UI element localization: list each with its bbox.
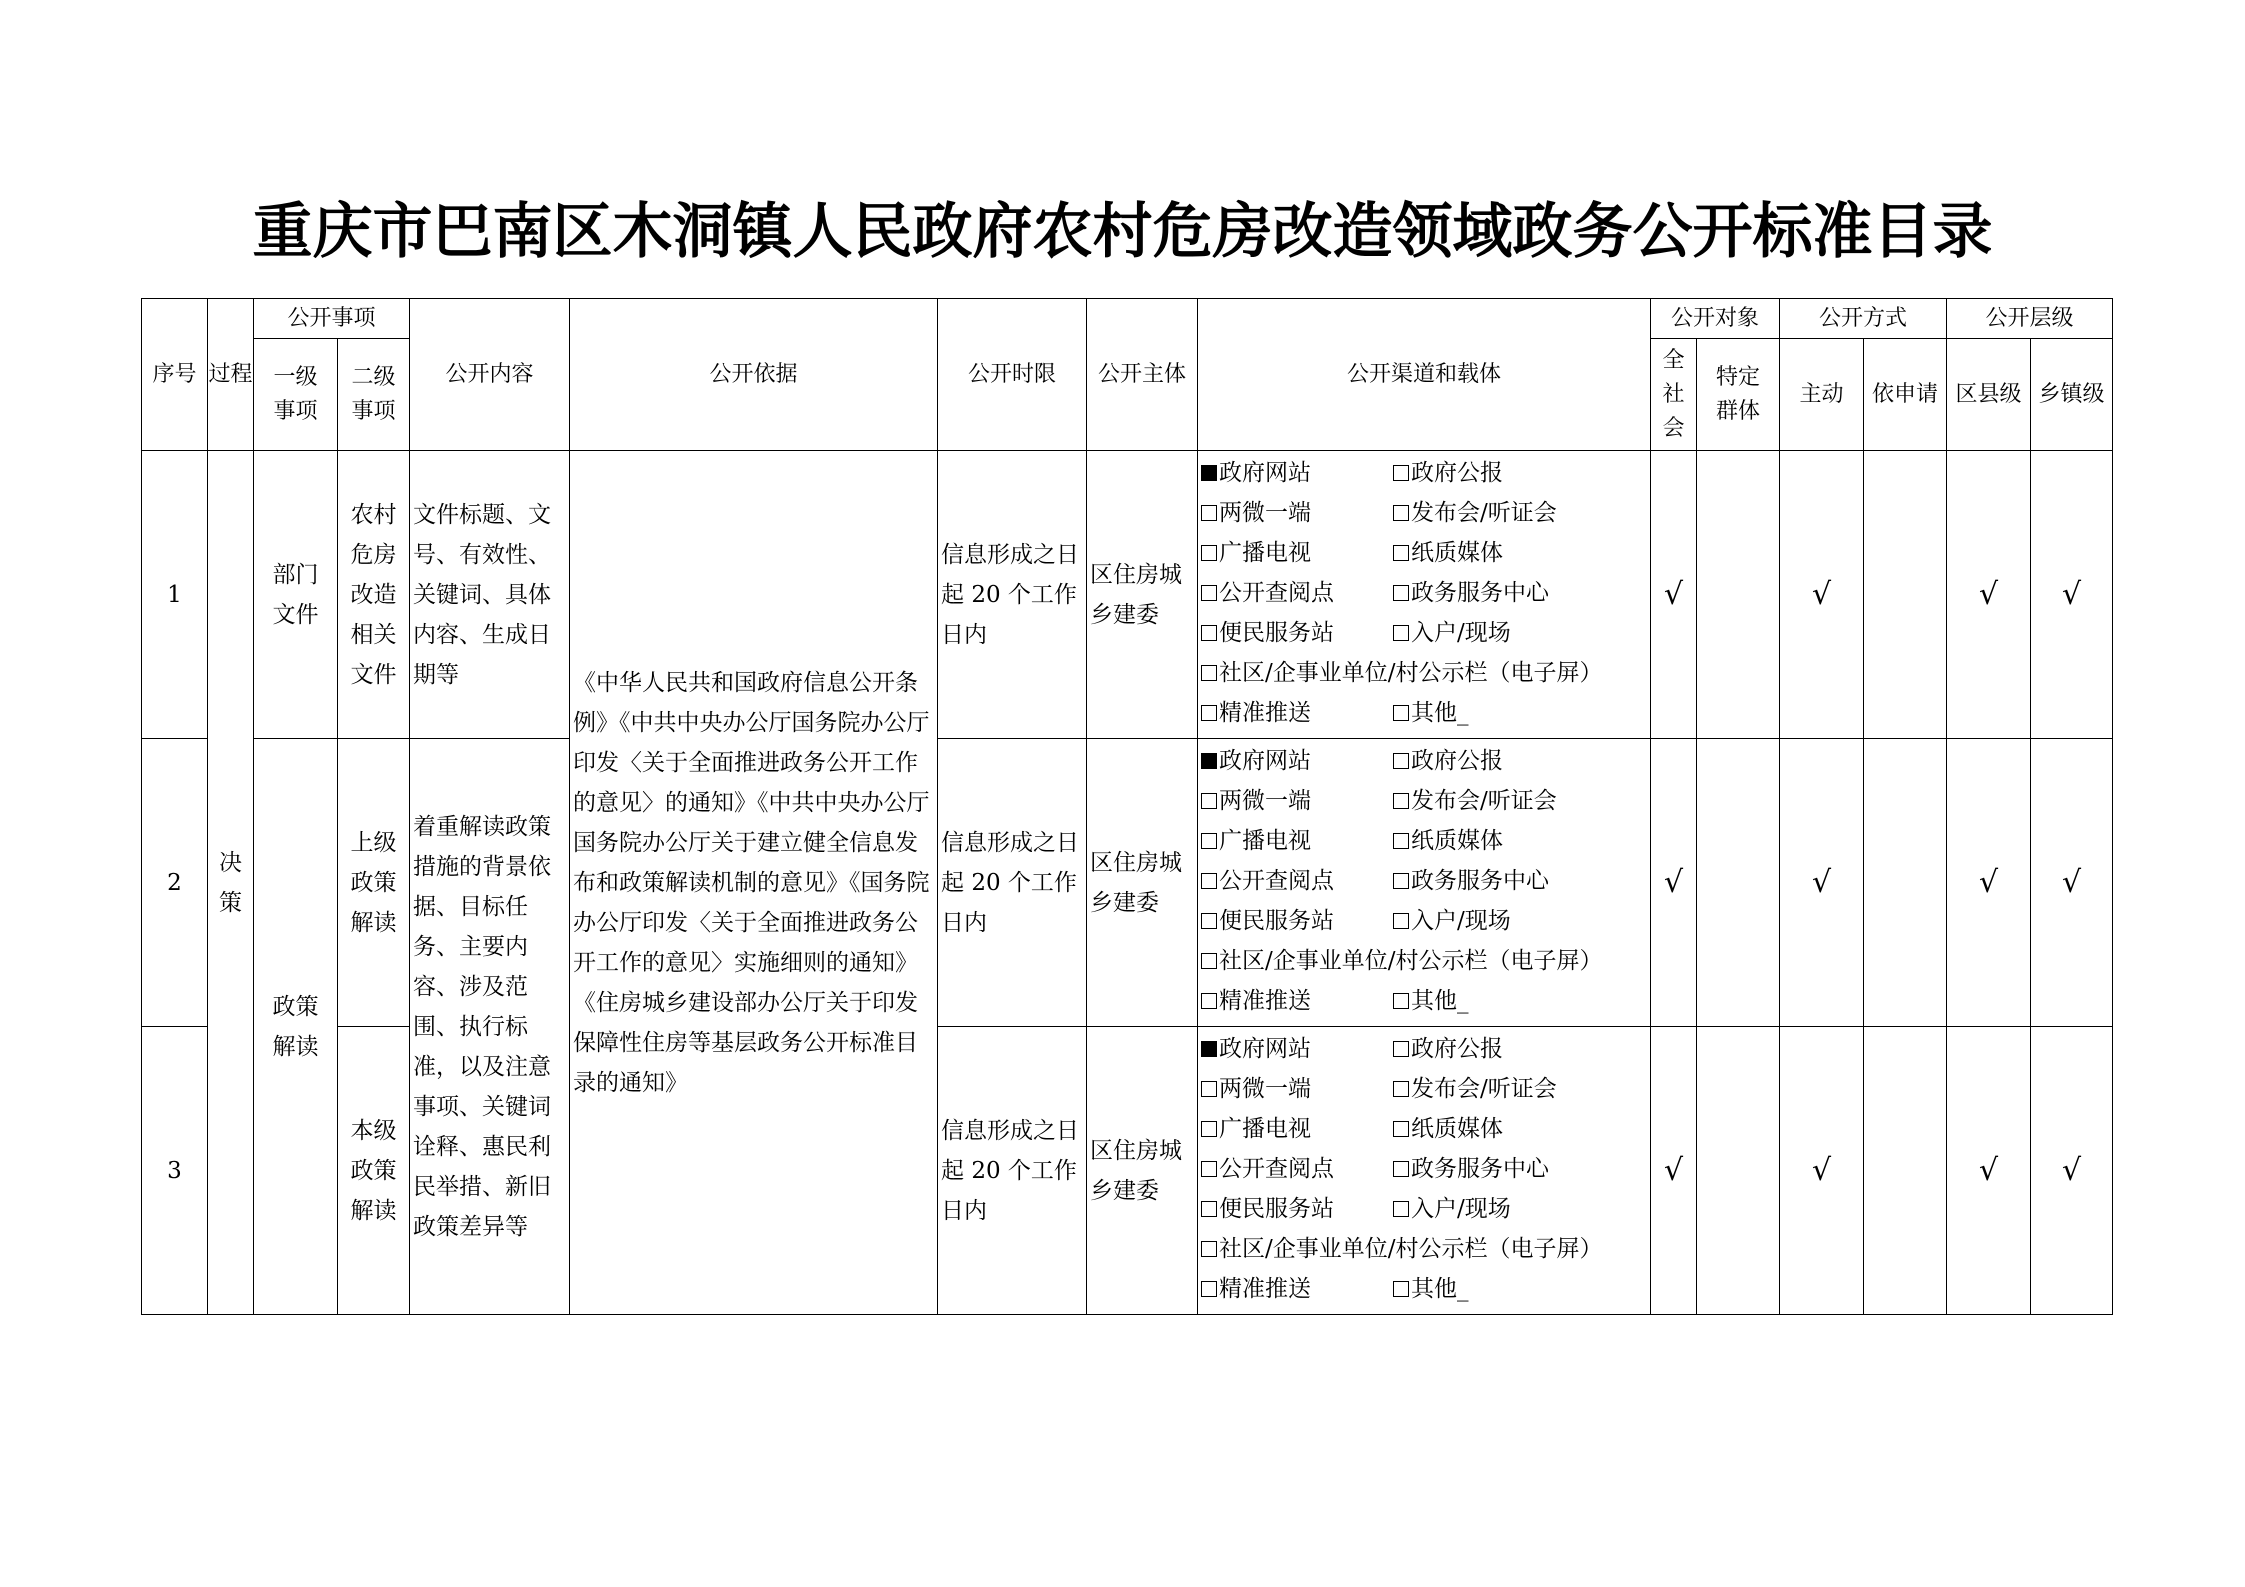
row-mode-active: √ bbox=[1780, 739, 1864, 1027]
channel-line bbox=[1201, 1229, 1650, 1269]
channel-line bbox=[1201, 533, 1650, 573]
checkbox-icon bbox=[1393, 993, 1409, 1009]
channel-line bbox=[1201, 453, 1650, 493]
channel-line bbox=[1201, 693, 1650, 733]
checkbox-icon bbox=[1393, 1121, 1409, 1137]
header-level-county: 区县级 bbox=[1947, 339, 2031, 451]
channel-option-precise bbox=[1201, 981, 1393, 1021]
channel-label: 其他_ bbox=[1411, 1276, 1469, 1302]
checkbox-icon bbox=[1393, 705, 1409, 721]
channel-option-paper bbox=[1393, 533, 1503, 573]
header-process: 过程 bbox=[208, 299, 254, 451]
channel-option-broadcast bbox=[1201, 533, 1393, 573]
header-channel: 公开渠道和载体 bbox=[1198, 299, 1651, 451]
checkbox-icon bbox=[1201, 625, 1217, 641]
row-level-county: √ bbox=[1947, 1027, 2031, 1315]
channel-label: 广播电视 bbox=[1219, 828, 1312, 854]
channel-option-broadcast bbox=[1201, 1109, 1393, 1149]
channel-option-press bbox=[1393, 493, 1557, 533]
checkbox-icon bbox=[1393, 833, 1409, 849]
checkbox-icon bbox=[1201, 753, 1217, 769]
checkbox-icon bbox=[1393, 465, 1409, 481]
channel-label: 纸质媒体 bbox=[1411, 540, 1504, 566]
row-mode-apply bbox=[1864, 739, 1947, 1027]
header-level1: 一级事项 bbox=[254, 339, 338, 451]
row-target-all: √ bbox=[1651, 739, 1697, 1027]
channel-label: 发布会/听证会 bbox=[1411, 500, 1557, 526]
row-subject: 区住房城乡建委 bbox=[1087, 739, 1198, 1027]
header-basis: 公开依据 bbox=[570, 299, 938, 451]
row-target-specific bbox=[1697, 739, 1780, 1027]
checkbox-icon bbox=[1201, 705, 1217, 721]
channel-option-other bbox=[1393, 1269, 1469, 1309]
row-timelimit: 信息形成之日起 20 个工作日内 bbox=[938, 739, 1087, 1027]
header-content: 公开内容 bbox=[410, 299, 570, 451]
row-level1: 部门文件 bbox=[254, 451, 338, 739]
header-mode-group: 公开方式 bbox=[1780, 299, 1947, 339]
checkbox-icon bbox=[1201, 505, 1217, 521]
channel-option-service-center bbox=[1393, 1149, 1549, 1189]
checkbox-icon bbox=[1393, 1081, 1409, 1097]
checkbox-icon bbox=[1201, 1241, 1217, 1257]
channel-label: 政务服务中心 bbox=[1411, 580, 1550, 606]
header-subject: 公开主体 bbox=[1087, 299, 1198, 451]
channel-label: 政府公报 bbox=[1411, 460, 1504, 486]
checkbox-icon bbox=[1201, 665, 1217, 681]
policy-content-cell: 着重解读政策措施的背景依据、目标任务、主要内容、涉及范围、执行标准，以及注意事项、关键词诠释、惠民利民举措、新旧政策差异等 bbox=[410, 739, 570, 1315]
header-mode-apply: 依申请 bbox=[1864, 339, 1947, 451]
channel-label: 纸质媒体 bbox=[1411, 828, 1504, 854]
channel-option-precise bbox=[1201, 693, 1393, 733]
channel-option-service-station bbox=[1201, 901, 1393, 941]
channel-option-door bbox=[1393, 901, 1511, 941]
channel-line bbox=[1201, 493, 1650, 533]
channel-option-two-micro bbox=[1201, 493, 1393, 533]
channel-label: 便民服务站 bbox=[1219, 908, 1335, 934]
channel-label: 政府公报 bbox=[1411, 1036, 1504, 1062]
channel-label: 社区/企事业单位/村公示栏（电子屏） bbox=[1219, 1236, 1603, 1262]
channel-label: 社区/企事业单位/村公示栏（电子屏） bbox=[1219, 660, 1603, 686]
page-title: 重庆市巴南区木洞镇人民政府农村危房改造领域政务公开标准目录 bbox=[252, 197, 1993, 267]
checkbox-icon bbox=[1201, 465, 1217, 481]
channel-option-broadcast bbox=[1201, 821, 1393, 861]
channel-option-gov-site bbox=[1201, 453, 1393, 493]
channel-option-reading-point bbox=[1201, 861, 1393, 901]
channel-line bbox=[1201, 1109, 1650, 1149]
channel-option-gov-site bbox=[1201, 1029, 1393, 1069]
channel-option-reading-point bbox=[1201, 1149, 1393, 1189]
row-seq: 3 bbox=[142, 1027, 208, 1315]
checkbox-icon bbox=[1201, 913, 1217, 929]
channel-option-two-micro bbox=[1201, 781, 1393, 821]
checkbox-icon bbox=[1201, 833, 1217, 849]
channel-line bbox=[1201, 1149, 1650, 1189]
channel-label: 便民服务站 bbox=[1219, 1196, 1335, 1222]
row-timelimit: 信息形成之日起 20 个工作日内 bbox=[938, 451, 1087, 739]
checkbox-icon bbox=[1393, 1041, 1409, 1057]
checkbox-icon bbox=[1393, 545, 1409, 561]
channel-option-gov-gazette bbox=[1393, 1029, 1503, 1069]
header-seq: 序号 bbox=[142, 299, 208, 451]
checkbox-icon bbox=[1393, 505, 1409, 521]
channel-option-two-micro bbox=[1201, 1069, 1393, 1109]
checkbox-icon bbox=[1393, 753, 1409, 769]
channel-option-board bbox=[1201, 653, 1603, 693]
row-level-county: √ bbox=[1947, 739, 2031, 1027]
channel-line bbox=[1201, 781, 1650, 821]
channel-option-gov-gazette bbox=[1393, 453, 1503, 493]
checkbox-icon bbox=[1393, 1281, 1409, 1297]
checkbox-icon bbox=[1393, 625, 1409, 641]
channel-line bbox=[1201, 821, 1650, 861]
row-level-town: √ bbox=[2031, 1027, 2113, 1315]
checkbox-icon bbox=[1201, 585, 1217, 601]
header-row-1 bbox=[142, 299, 2113, 339]
channel-line bbox=[1201, 741, 1650, 781]
channel-option-paper bbox=[1393, 821, 1503, 861]
channel-line bbox=[1201, 901, 1650, 941]
channel-label: 纸质媒体 bbox=[1411, 1116, 1504, 1142]
channel-option-press bbox=[1393, 781, 1557, 821]
row-subject: 区住房城乡建委 bbox=[1087, 1027, 1198, 1315]
checkbox-icon bbox=[1201, 793, 1217, 809]
channel-option-service-station bbox=[1201, 1189, 1393, 1229]
channel-label: 便民服务站 bbox=[1219, 620, 1335, 646]
channel-option-paper bbox=[1393, 1109, 1503, 1149]
row-mode-active: √ bbox=[1780, 451, 1864, 739]
channel-option-board bbox=[1201, 941, 1603, 981]
header-items-group: 公开事项 bbox=[254, 299, 410, 339]
channel-line bbox=[1201, 941, 1650, 981]
channel-label: 其他_ bbox=[1411, 700, 1469, 726]
channel-line bbox=[1201, 1269, 1650, 1309]
channel-label: 政务服务中心 bbox=[1411, 1156, 1550, 1182]
checkbox-icon bbox=[1393, 913, 1409, 929]
checkbox-icon bbox=[1201, 873, 1217, 889]
row-timelimit: 信息形成之日起 20 个工作日内 bbox=[938, 1027, 1087, 1315]
channel-option-service-station bbox=[1201, 613, 1393, 653]
channel-label: 政府网站 bbox=[1219, 460, 1312, 486]
channel-option-other bbox=[1393, 981, 1469, 1021]
channel-label: 公开查阅点 bbox=[1219, 580, 1335, 606]
channel-label: 两微一端 bbox=[1219, 500, 1312, 526]
row-mode-active: √ bbox=[1780, 1027, 1864, 1315]
channel-label: 公开查阅点 bbox=[1219, 868, 1335, 894]
checkbox-icon bbox=[1201, 1281, 1217, 1297]
process-cell: 决策 bbox=[208, 451, 254, 1315]
channel-option-precise bbox=[1201, 1269, 1393, 1309]
channel-option-press bbox=[1393, 1069, 1557, 1109]
header-level-town: 乡镇级 bbox=[2031, 339, 2113, 451]
channel-line bbox=[1201, 573, 1650, 613]
row-level2: 本级政策解读 bbox=[338, 1027, 410, 1315]
row-mode-apply bbox=[1864, 1027, 1947, 1315]
channel-label: 发布会/听证会 bbox=[1411, 788, 1557, 814]
checkbox-icon bbox=[1201, 1081, 1217, 1097]
channel-label: 其他_ bbox=[1411, 988, 1469, 1014]
row-target-all: √ bbox=[1651, 451, 1697, 739]
table-row bbox=[142, 739, 2113, 1027]
channel-label: 入户/现场 bbox=[1411, 620, 1511, 646]
channel-option-door bbox=[1393, 613, 1511, 653]
row-level2: 农村危房改造相关文件 bbox=[338, 451, 410, 739]
row-channel bbox=[1198, 1027, 1651, 1315]
checkbox-icon bbox=[1201, 1201, 1217, 1217]
row-target-specific bbox=[1697, 451, 1780, 739]
channel-line bbox=[1201, 981, 1650, 1021]
channel-label: 政府网站 bbox=[1219, 748, 1312, 774]
channel-label: 入户/现场 bbox=[1411, 908, 1511, 934]
header-level2: 二级事项 bbox=[338, 339, 410, 451]
row-level-town: √ bbox=[2031, 451, 2113, 739]
channel-label: 社区/企事业单位/村公示栏（电子屏） bbox=[1219, 948, 1603, 974]
channel-label: 政府网站 bbox=[1219, 1036, 1312, 1062]
channel-option-gov-site bbox=[1201, 741, 1393, 781]
row-target-all: √ bbox=[1651, 1027, 1697, 1315]
checkbox-icon bbox=[1201, 1121, 1217, 1137]
channel-option-board bbox=[1201, 1229, 1603, 1269]
row-level-county: √ bbox=[1947, 451, 2031, 739]
checkbox-icon bbox=[1393, 793, 1409, 809]
channel-label: 发布会/听证会 bbox=[1411, 1076, 1557, 1102]
checkbox-icon bbox=[1393, 1161, 1409, 1177]
row-channel bbox=[1198, 739, 1651, 1027]
header-timelimit: 公开时限 bbox=[938, 299, 1087, 451]
channel-label: 精准推送 bbox=[1219, 700, 1312, 726]
channel-label: 广播电视 bbox=[1219, 540, 1312, 566]
header-level-group: 公开层级 bbox=[1947, 299, 2113, 339]
checkbox-icon bbox=[1201, 953, 1217, 969]
checkbox-icon bbox=[1201, 1041, 1217, 1057]
basis-cell: 《中华人民共和国政府信息公开条例》《中共中央办公厅国务院办公厅印发〈关于全面推进政务公开工作的意见〉的通知》《中共中央办公厅 国务院办公厅关于建立健全信息发布和政策解读机制的意见》《国务院办公厅印发〈关于全面推进政务公开工作的意见〉实施细则的通知》《住房城乡建设部办公厅关于印发保障性住房等基层政务公开标准目录的通知》 bbox=[570, 451, 938, 1315]
header-target-all: 全社会 bbox=[1651, 339, 1697, 451]
channel-line bbox=[1201, 1189, 1650, 1229]
channel-label: 公开查阅点 bbox=[1219, 1156, 1335, 1182]
channel-line bbox=[1201, 1069, 1650, 1109]
row-seq: 2 bbox=[142, 739, 208, 1027]
channel-line bbox=[1201, 861, 1650, 901]
checkbox-icon bbox=[1201, 1161, 1217, 1177]
row-seq: 1 bbox=[142, 451, 208, 739]
channel-label: 两微一端 bbox=[1219, 1076, 1312, 1102]
disclosure-catalog-table bbox=[141, 298, 2113, 1315]
channel-label: 广播电视 bbox=[1219, 1116, 1312, 1142]
row-target-specific bbox=[1697, 1027, 1780, 1315]
channel-line bbox=[1201, 653, 1650, 693]
channel-line bbox=[1201, 1029, 1650, 1069]
header-target-group: 公开对象 bbox=[1651, 299, 1780, 339]
channel-option-service-center bbox=[1393, 573, 1549, 613]
checkbox-icon bbox=[1393, 873, 1409, 889]
table-row bbox=[142, 451, 2113, 739]
channel-option-door bbox=[1393, 1189, 1511, 1229]
checkbox-icon bbox=[1201, 545, 1217, 561]
header-target-specific: 特定群体 bbox=[1697, 339, 1780, 451]
channel-label: 精准推送 bbox=[1219, 988, 1312, 1014]
channel-option-service-center bbox=[1393, 861, 1549, 901]
channel-option-reading-point bbox=[1201, 573, 1393, 613]
channel-label: 政务服务中心 bbox=[1411, 868, 1550, 894]
row-level2: 上级政策解读 bbox=[338, 739, 410, 1027]
row-subject: 区住房城乡建委 bbox=[1087, 451, 1198, 739]
policy-group-cell: 政策解读 bbox=[254, 739, 338, 1315]
checkbox-icon bbox=[1201, 993, 1217, 1009]
channel-label: 精准推送 bbox=[1219, 1276, 1312, 1302]
row-level-town: √ bbox=[2031, 739, 2113, 1027]
checkbox-icon bbox=[1393, 585, 1409, 601]
channel-label: 两微一端 bbox=[1219, 788, 1312, 814]
row-channel bbox=[1198, 451, 1651, 739]
row-content: 文件标题、文号、有效性、关键词、具体内容、生成日期等 bbox=[410, 451, 570, 739]
channel-option-other bbox=[1393, 693, 1469, 733]
channel-label: 政府公报 bbox=[1411, 748, 1504, 774]
header-mode-active: 主动 bbox=[1780, 339, 1864, 451]
checkbox-icon bbox=[1393, 1201, 1409, 1217]
channel-line bbox=[1201, 613, 1650, 653]
channel-label: 入户/现场 bbox=[1411, 1196, 1511, 1222]
channel-option-gov-gazette bbox=[1393, 741, 1503, 781]
row-mode-apply bbox=[1864, 451, 1947, 739]
